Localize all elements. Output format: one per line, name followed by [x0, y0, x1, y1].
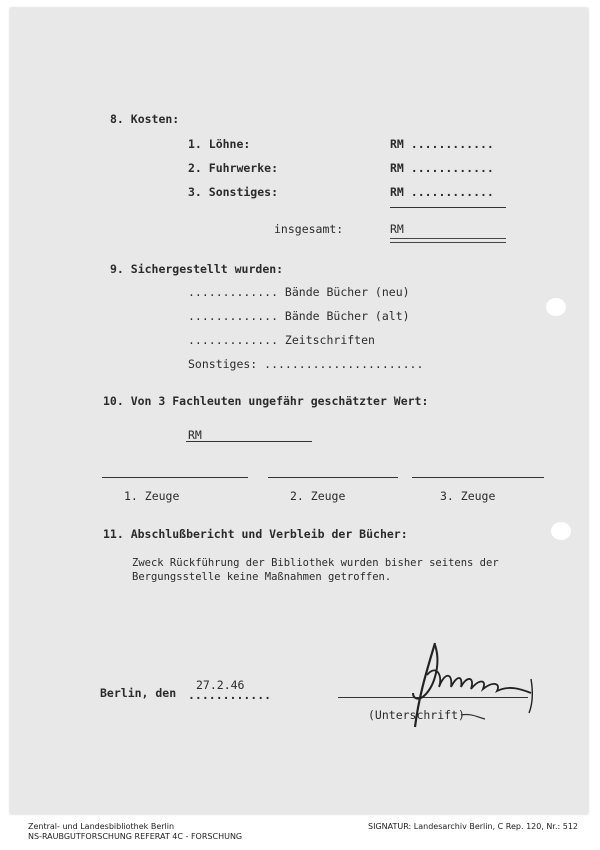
punch-hole-top [546, 298, 566, 316]
footer-institution: Zentral- und Landesbibliothek Berlin [28, 822, 175, 831]
footer-signature-reference: SIGNATUR: Landesarchiv Berlin, C Rep. 120, Nr.: 512 [368, 822, 579, 831]
secured-other: Sonstiges: ....................... [188, 357, 424, 371]
section-11-heading: 11. Abschlußbericht und Verbleib der Bücher: [103, 527, 408, 541]
cost-label-other: 3. Sonstiges: [188, 185, 279, 199]
closing-date-dots: ............ [188, 688, 272, 702]
cost-total-label: insgesamt: [274, 222, 344, 236]
closing-place: Berlin, den [100, 686, 177, 700]
cost-sum-line [390, 207, 506, 208]
secured-books-new: ............. Bände Bücher (neu) [188, 285, 410, 299]
cost-value-wages: RM ............ [390, 137, 494, 151]
cost-total-double-line [390, 238, 506, 243]
cost-label-carts: 2. Fuhrwerke: [188, 161, 279, 175]
section-9-heading: 9. Sichergestellt wurden: [110, 262, 284, 276]
witness-1-label: 1. Zeuge [124, 489, 180, 503]
signature-caption: (Unterschrift) [368, 708, 465, 722]
witness-2-label: 2. Zeuge [290, 489, 346, 503]
section-8-heading: 8. Kosten: [110, 112, 180, 126]
witness-2-line [268, 477, 398, 478]
witness-3-label: 3. Zeuge [440, 489, 496, 503]
handwritten-signature [405, 635, 545, 730]
final-report-line-2: Bergungsstelle keine Maßnahmen getroffen. [132, 571, 392, 583]
estimated-value-line [186, 441, 312, 442]
witness-1-line [102, 477, 248, 478]
closing-date: 27.2.46 [196, 678, 245, 692]
cost-label-wages: 1. Löhne: [188, 137, 251, 151]
punch-hole-bottom [551, 522, 571, 540]
cost-value-carts: RM ............ [390, 161, 494, 175]
cost-total-value: RM [390, 222, 404, 236]
secured-periodicals: ............. Zeitschriften [188, 333, 375, 347]
cost-value-other: RM ............ [390, 185, 494, 199]
footer-department: NS-RAUBGUTFORSCHUNG REFERAT 4C - FORSCHUNG [28, 832, 243, 841]
section-10-heading: 10. Von 3 Fachleuten ungefähr geschätzter Wert: [103, 394, 429, 408]
final-report-line-1: Zweck Rückführung der Bibliothek wurden bisher seitens der [132, 557, 499, 569]
witness-3-line [412, 477, 544, 478]
estimated-value-currency: RM [188, 428, 202, 442]
secured-books-old: ............. Bände Bücher (alt) [188, 309, 410, 323]
